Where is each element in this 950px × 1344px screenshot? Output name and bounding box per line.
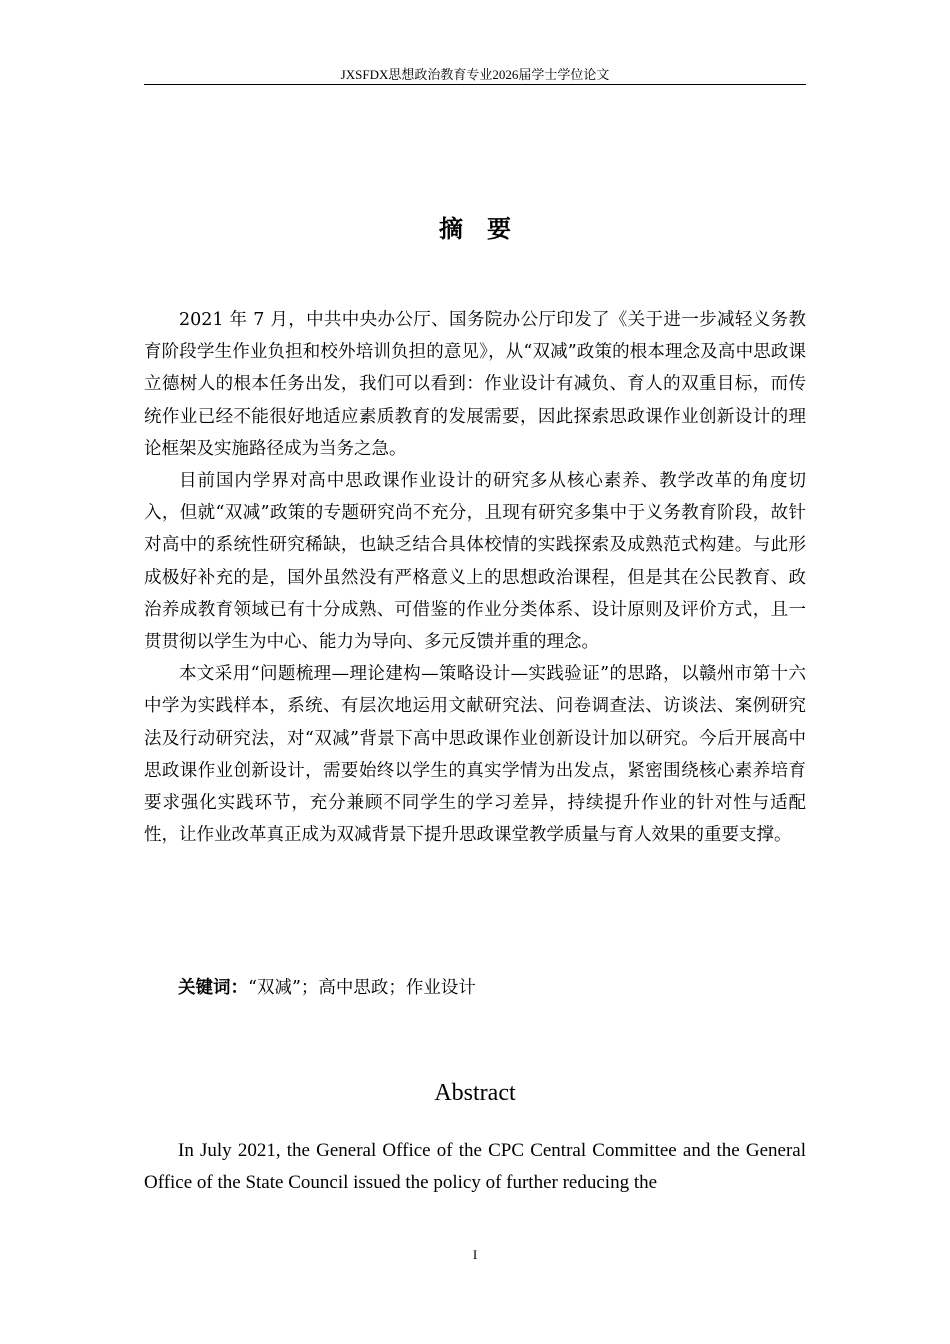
abstract-body-en xyxy=(144,1135,806,1199)
header-rule xyxy=(144,84,806,85)
abstract-title-en: Abstract xyxy=(434,1080,516,1106)
keywords-label: 关键词： xyxy=(178,978,248,998)
abstract-cn-paragraph-3: 本文采用“问题梳理—理论建构—策略设计—实践验证”的思路，以赣州市第十六中学为实践样本，系统、有层次地运用文献研究法、问卷调查法、访谈法、案例研究法及行动研究法，对“双减”背景下高中思政课作业创新设计加以研究。今后开展高中思政课作业创新设计，需要始终以学生的真实学情为出发点，紧密围绕核心素养培育要求强化实践环节，充分兼顾不同学生的学习差异，持续提升作业的针对性与适配性，让作业改革真正成为双减背景下提升思政课堂教学质量与育人效果的重要支撑。 xyxy=(144,664,806,846)
keywords-line xyxy=(178,972,806,1004)
abstract-title-cn: 摘要 xyxy=(439,215,535,243)
running-header: JXSFDX思想政治教育专业2026届学士学位论文 xyxy=(340,67,610,82)
abstract-en-paragraph-1: In July 2021, the General Office of the CPC Central Committee and the General Office of the State Council issued the policy of further reducing the xyxy=(144,1140,806,1193)
page-number: I xyxy=(472,1247,478,1262)
abstract-cn-paragraph-2: 目前国内学界对高中思政课作业设计的研究多从核心素养、教学改革的角度切入，但就“双减”政策的专题研究尚不充分，且现有研究多集中于义务教育阶段，故针对高中的系统性研究稀缺，也缺乏结合具体校情的实践探索及成熟范式构建。与此形成极好补充的是，国外虽然没有严格意义上的思想政治课程，但是其在公民教育、政治养成教育领域已有十分成熟、可借鉴的作业分类体系、设计原则及评价方式，且一贯贯彻以学生为中心、能力为导向、多元反馈并重的理念。 xyxy=(144,471,806,653)
keywords-value: “双减”；高中思政；作业设计 xyxy=(248,978,476,998)
abstract-cn-paragraph-1: 2021 年 7 月，中共中央办公厅、国务院办公厅印发了《关于进一步减轻义务教育阶段学生作业负担和校外培训负担的意见》，从“双减”政策的根本理念及高中思政课立德树人的根本任务出发，我们可以看到：作业设计有减负、育人的双重目标，而传统作业已经不能很好地适应素质教育的发展需要，因此探索思政课作业创新设计的理论框架及实施路径成为当务之急。 xyxy=(144,310,806,459)
abstract-body-cn xyxy=(144,304,806,851)
